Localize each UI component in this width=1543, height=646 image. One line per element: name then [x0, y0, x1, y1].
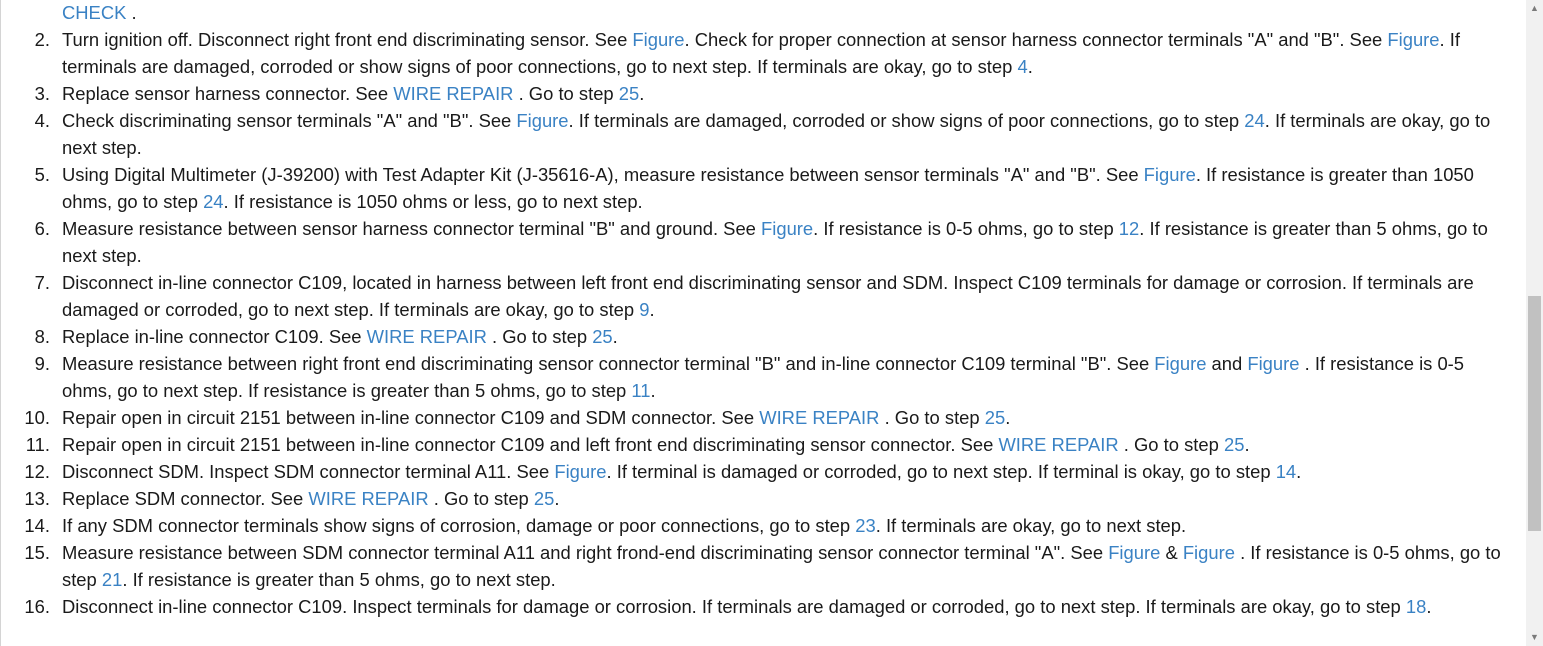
step-number: 12.: [24, 461, 50, 482]
step-item: [1, 539, 1527, 593]
step-text: and: [1206, 353, 1248, 374]
figure-link[interactable]: Figure: [554, 461, 607, 482]
step-text: Turn ignition off. Disconnect right front end discriminating sensor. See: [62, 29, 633, 50]
step-item: [1, 161, 1527, 215]
step-text: .: [639, 83, 645, 104]
scrollbar-thumb[interactable]: [1528, 296, 1541, 531]
step-item: [1, 458, 1527, 485]
step-text: .: [1244, 434, 1250, 455]
step-number: 4.: [34, 110, 50, 131]
step-text: .: [1296, 461, 1302, 482]
step-text: Using Digital Multimeter (J-39200) with Test Adapter Kit (J-35616-A), measure resistance between sensor terminals "A" and "B". See: [62, 164, 1144, 185]
step-item: [1, 512, 1527, 539]
document-content: [1, 0, 1527, 620]
step-item: [1, 404, 1527, 431]
scroll-up-arrow-icon[interactable]: ▲: [1530, 3, 1539, 13]
step-item: [1, 593, 1527, 620]
step-reference-link[interactable]: 25: [533, 488, 555, 509]
step-item: [1, 323, 1527, 350]
wire-repair-link[interactable]: WIRE REPAIR: [393, 83, 514, 104]
step-item: [1, 485, 1527, 512]
figure-link[interactable]: Figure: [1182, 542, 1235, 563]
step-reference-link[interactable]: 25: [1223, 434, 1245, 455]
step-text: . If resistance is 1050 ohms or less, go to next step.: [223, 191, 643, 212]
step-text: Measure resistance between SDM connector terminal A11 and right frond-end discriminating sensor connector terminal "A". See: [62, 542, 1109, 563]
step-number: 14.: [24, 515, 50, 536]
vertical-scrollbar[interactable]: [1526, 0, 1543, 646]
step-reference-link[interactable]: 24: [203, 191, 224, 212]
step-reference-link[interactable]: 25: [618, 83, 640, 104]
wire-repair-link[interactable]: WIRE REPAIR: [998, 434, 1119, 455]
step-number: 13.: [24, 488, 50, 509]
step-reference-link[interactable]: 18: [1405, 596, 1427, 617]
step-reference-link[interactable]: 24: [1244, 110, 1265, 131]
step-text: &: [1160, 542, 1183, 563]
continued-line: [1, 0, 1527, 26]
wire-repair-link[interactable]: WIRE REPAIR: [366, 326, 487, 347]
step-text: If any SDM connector terminals show signs of corrosion, damage or poor connections, go to step: [62, 515, 856, 536]
figure-link[interactable]: Figure: [632, 29, 685, 50]
step-number: 7.: [34, 272, 50, 293]
step-text: .: [554, 488, 560, 509]
step-reference-link[interactable]: 11: [631, 380, 651, 401]
step-number: 10.: [24, 407, 50, 428]
wire-repair-link[interactable]: WIRE REPAIR: [759, 407, 880, 428]
step-text: .: [649, 299, 655, 320]
step-text: . Check for proper connection at sensor harness connector terminals "A" and "B". See: [684, 29, 1388, 50]
step-text: . If terminals are damaged, corroded or show signs of poor connections, go to step: [568, 110, 1245, 131]
step-text: Repair open in circuit 2151 between in-line connector C109 and SDM connector. See: [62, 407, 760, 428]
step-reference-link[interactable]: 21: [101, 569, 123, 590]
step-text: .: [650, 380, 656, 401]
figure-link[interactable]: Figure: [1154, 353, 1207, 374]
figure-link[interactable]: Figure: [1143, 164, 1196, 185]
step-number: 3.: [34, 83, 50, 104]
step-text: . If resistance is 0-5 ohms, go to step: [62, 542, 1501, 590]
step-text: .: [1027, 56, 1033, 77]
step-text: Measure resistance between right front end discriminating sensor connector terminal "B" and in-line connector C109 terminal "B". See: [62, 353, 1155, 374]
step-reference-link[interactable]: 25: [984, 407, 1006, 428]
step-text: Disconnect SDM. Inspect SDM connector terminal A11. See: [62, 461, 555, 482]
step-item: [1, 26, 1527, 80]
step-text: Repair open in circuit 2151 between in-line connector C109 and left front end discriminating sensor connector. See: [62, 434, 999, 455]
step-text: . If resistance is greater than 1050 ohms, go to step: [62, 164, 1474, 212]
step-text: . Go to step: [513, 83, 619, 104]
step-text: . Go to step: [428, 488, 534, 509]
step-text: . If resistance is greater than 5 ohms, go to next step.: [122, 569, 556, 590]
step-text: . If terminal is damaged or corroded, go to next step. If terminal is okay, go to step: [606, 461, 1276, 482]
wire-repair-link[interactable]: WIRE REPAIR: [308, 488, 429, 509]
step-text: Measure resistance between sensor harness connector terminal "B" and ground. See: [62, 218, 762, 239]
step-text: . Go to step: [1118, 434, 1224, 455]
step-item: [1, 107, 1527, 161]
check-link[interactable]: CHECK: [62, 2, 127, 23]
step-number: 2.: [34, 29, 50, 50]
step-text: .: [1005, 407, 1011, 428]
step-text: .: [612, 326, 618, 347]
figure-link[interactable]: Figure: [1387, 29, 1440, 50]
step-item: [1, 215, 1527, 269]
step-number: 9.: [34, 353, 50, 374]
step-text: . If terminals are okay, go to next step.: [62, 110, 1491, 158]
scroll-down-arrow-icon[interactable]: ▼: [1530, 632, 1539, 642]
step-number: 8.: [34, 326, 50, 347]
step-text: . If resistance is greater than 5 ohms, go to next step.: [62, 218, 1488, 266]
step-text: Replace sensor harness connector. See: [62, 83, 394, 104]
step-reference-link[interactable]: 25: [592, 326, 613, 347]
step-text: Disconnect in-line connector C109. Inspect terminals for damage or corrosion. If terminals are damaged or corroded, go to next step. If terminals are okay, go to step: [62, 596, 1406, 617]
continued-line-text: .: [126, 2, 137, 23]
step-text: . Go to step: [486, 326, 593, 347]
step-text: Replace in-line connector C109. See: [62, 326, 367, 347]
step-reference-link[interactable]: 12: [1118, 218, 1140, 239]
step-reference-link[interactable]: 14: [1275, 461, 1297, 482]
step-item: [1, 269, 1527, 323]
figure-link[interactable]: Figure: [1108, 542, 1161, 563]
step-item: [1, 350, 1527, 404]
step-number: 6.: [34, 218, 50, 239]
step-reference-link[interactable]: 23: [855, 515, 876, 536]
step-text: . Go to step: [879, 407, 985, 428]
step-text: Check discriminating sensor terminals "A" and "B". See: [62, 110, 517, 131]
step-text: Disconnect in-line connector C109, located in harness between left front end discriminating sensor and SDM. Inspect C109 terminals for damage or corrosion. If terminals are damaged or corroded, go to next step. If terminals are okay, go to step: [62, 272, 1474, 320]
steps-list: [1, 26, 1527, 620]
step-text: . If terminals are okay, go to next step.: [875, 515, 1187, 536]
step-text: Replace SDM connector. See: [62, 488, 309, 509]
step-item: [1, 431, 1527, 458]
figure-link[interactable]: Figure: [761, 218, 814, 239]
step-text: .: [1426, 596, 1432, 617]
figure-link[interactable]: Figure: [1247, 353, 1300, 374]
step-text: . If resistance is 0-5 ohms, go to step: [813, 218, 1119, 239]
figure-link[interactable]: Figure: [516, 110, 569, 131]
step-number: 5.: [34, 164, 50, 185]
step-text: . If resistance is 0-5 ohms, go to next step. If resistance is greater than 5 ohms, go to step: [62, 353, 1465, 401]
step-text: . If terminals are damaged, corroded or show signs of poor connections, go to next step. If terminals are okay, go to step: [62, 29, 1460, 77]
step-number: 16.: [24, 596, 50, 617]
step-reference-link[interactable]: 4: [1017, 56, 1028, 77]
step-number: 11.: [25, 434, 50, 455]
step-reference-link[interactable]: 9: [639, 299, 650, 320]
step-number: 15.: [24, 542, 50, 563]
step-item: [1, 80, 1527, 107]
